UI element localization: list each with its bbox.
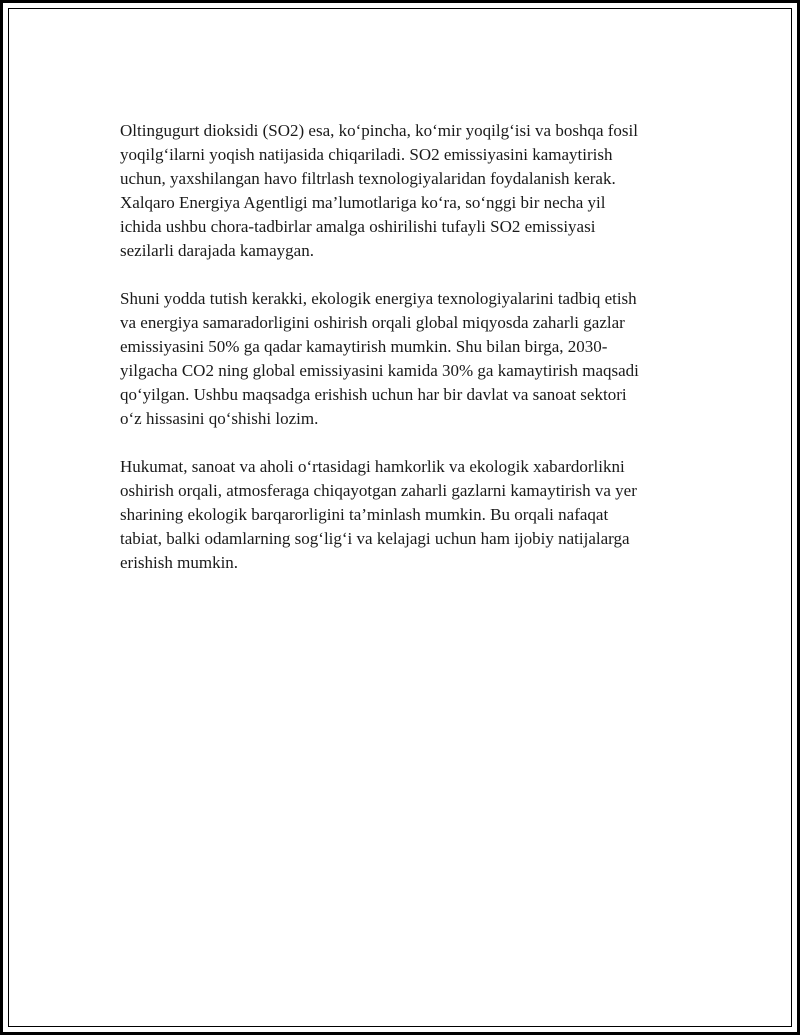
paragraph-3	[120, 455, 690, 575]
text-line: o‘z hissasini qo‘shishi lozim.	[120, 409, 319, 428]
text-line: ichida ushbu chora-tadbirlar amalga oshirilishi tufayli SO2 emissiyasi	[120, 217, 596, 236]
text-line: emissiyasini 50% ga qadar kamaytirish mumkin. Shu bilan birga, 2030-	[120, 337, 608, 356]
text-line: Xalqaro Energiya Agentligi ma’lumotlariga ko‘ra, so‘nggi bir necha yil	[120, 193, 606, 212]
text-line: qo‘yilgan. Ushbu maqsadga erishish uchun har bir davlat va sanoat sektori	[120, 385, 627, 404]
text-line: Oltingugurt dioksidi (SO2) esa, ko‘pincha, ko‘mir yoqilg‘isi va boshqa fosil	[120, 121, 638, 140]
text-line: Hukumat, sanoat va aholi o‘rtasidagi hamkorlik va ekologik xabardorlikni	[120, 457, 625, 476]
text-line: yilgacha CO2 ning global emissiyasini kamida 30% ga kamaytirish maqsadi	[120, 361, 639, 380]
text-line: erishish mumkin.	[120, 553, 239, 572]
text-line: va energiya samaradorligini oshirish orqali global miqyosda zaharli gazlar	[120, 313, 625, 332]
text-line: sezilarli darajada kamaygan.	[120, 241, 314, 260]
text-line: oshirish orqali, atmosferaga chiqayotgan zaharli gazlarni kamaytirish va yer	[120, 481, 637, 500]
paragraph-1	[120, 119, 690, 263]
text-line: sharining ekologik barqarorligini ta’minlash mumkin. Bu orqali nafaqat	[120, 505, 609, 524]
document-body	[120, 119, 690, 599]
text-line: yoqilg‘ilarni yoqish natijasida chiqariladi. SO2 emissiyasini kamaytirish	[120, 145, 613, 164]
text-line: tabiat, balki odamlarning sog‘lig‘i va kelajagi uchun ham ijobiy natijalarga	[120, 529, 630, 548]
paragraph-2	[120, 287, 690, 431]
text-line: Shuni yodda tutish kerakki, ekologik energiya texnologiyalarini tadbiq etish	[120, 289, 637, 308]
text-line: uchun, yaxshilangan havo filtrlash texnologiyalaridan foydalanish kerak.	[120, 169, 616, 188]
